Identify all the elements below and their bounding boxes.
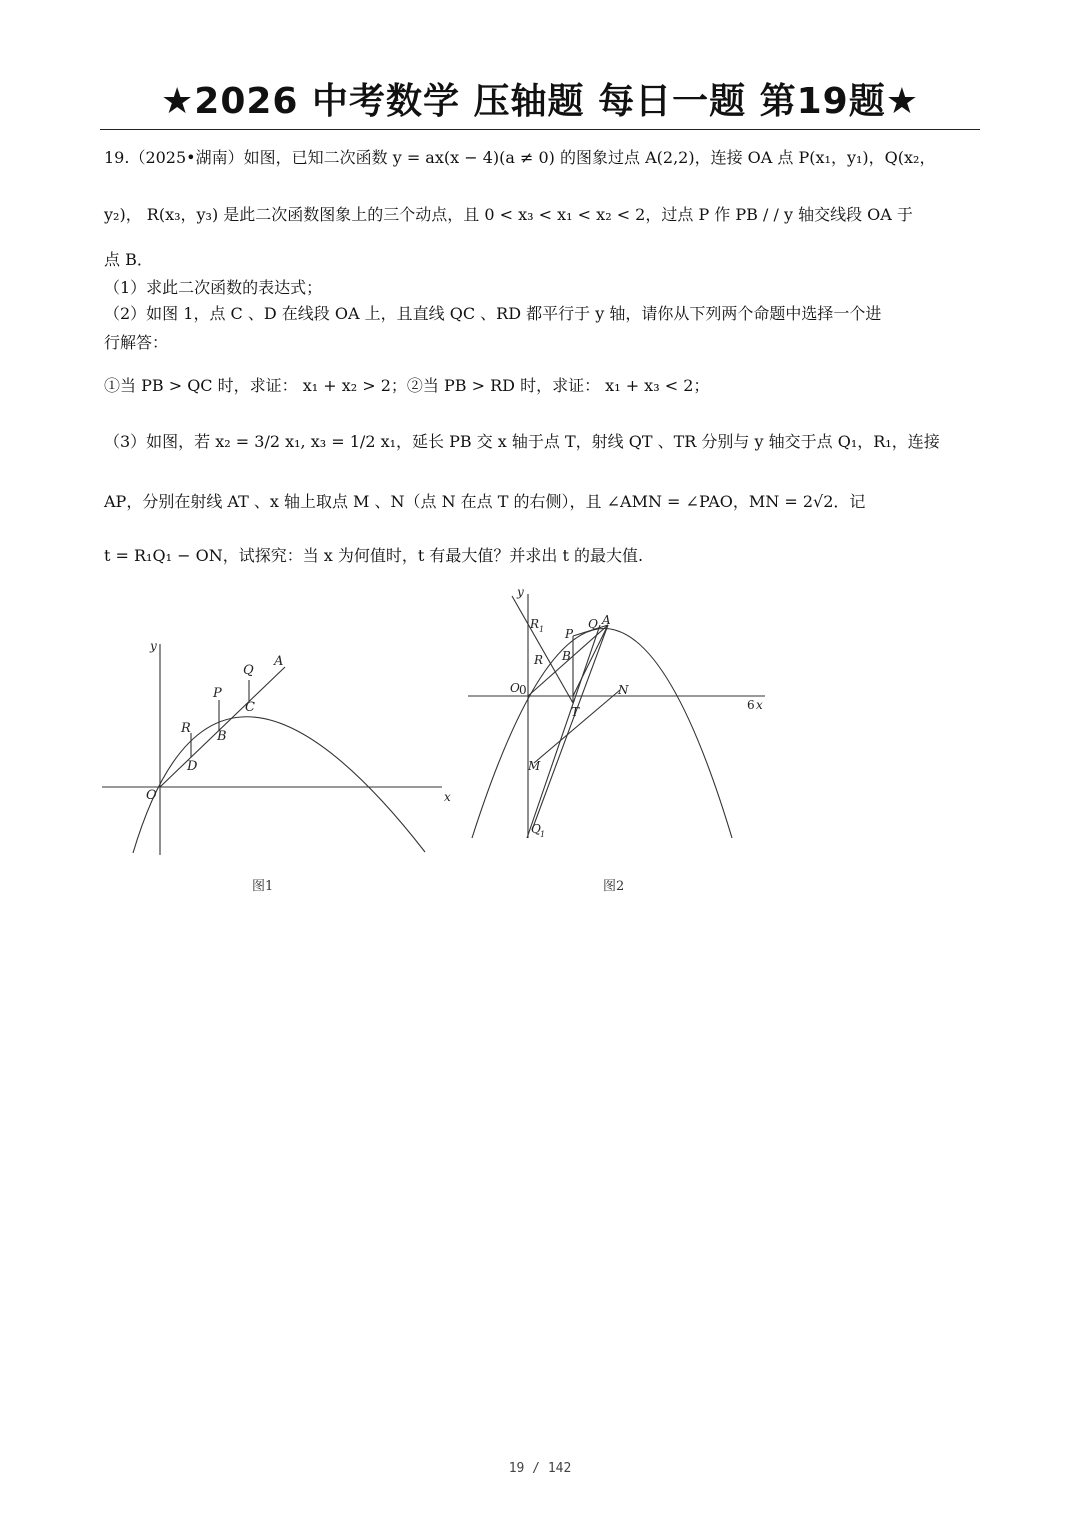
fig1-parabola	[133, 717, 425, 853]
fig1-label-Q: Q	[243, 663, 254, 678]
fig2-label-P: P	[565, 627, 574, 641]
fig1-label-A: A	[274, 654, 284, 669]
page-title: ★2026 中考数学 压轴题 每日一题 第19题★	[161, 81, 919, 122]
fig2-label-y: y	[517, 585, 524, 599]
fig2-label-R: R	[534, 653, 544, 667]
figure-1	[90, 630, 460, 870]
fig2-label-zero: 0	[519, 683, 527, 697]
problem-line-10: t = R₁Q₁ − ON，试探究：当 x 为何值时，t 有最大值？并求出 t 的最大值.	[104, 546, 644, 565]
fig2-label-B: B	[562, 649, 571, 663]
fig1-label-D: D	[187, 759, 198, 774]
fig2-label-Q: Q	[588, 617, 598, 631]
fig1-label-B: B	[217, 729, 227, 744]
fig2-label-T: T	[571, 705, 580, 719]
problem-line-9: AP，分别在射线 AT 、x 轴上取点 M 、N（点 N 在点 T 的右侧），且 ∠AMN = ∠PAO，MN = 2√2．记	[104, 492, 866, 511]
fig2-parabola	[472, 629, 732, 839]
fig2-label-A: A	[602, 613, 611, 627]
problem-line-8: （3）如图，若 x₂ = 3/2 x₁, x₃ = 1/2 x₁，延长 PB 交 x 轴于点 T，射线 QT 、TR 分别与 y 轴交于点 Q₁，R₁，连接	[104, 432, 940, 451]
page-number: 19 / 142	[508, 1461, 572, 1476]
fig2-label-x: x	[756, 698, 763, 712]
problem-line-1: 19.（2025•湖南）如图，已知二次函数 y = ax(x − 4)(a ≠ 0) 的图象过点 A(2,2)，连接 OA 点 P(x₁，y₁)，Q(x₂，	[104, 148, 936, 167]
figure-2	[460, 580, 780, 845]
fig1-label-R: R	[181, 721, 191, 736]
fig2-label-R1: R	[530, 617, 540, 631]
figure-1-caption: 图1	[252, 879, 274, 894]
fig2-label-Q1-sub: 1	[540, 830, 546, 839]
fig1-label-O: O	[146, 788, 157, 803]
fig1-segment-OA	[160, 667, 285, 787]
problem-line-5: （2）如图 1，点 C 、D 在线段 OA 上，且直线 QC 、RD 都平行于 y 轴，请你从下列两个命题中选择一个进	[104, 304, 882, 323]
problem-line-2: y₂)， R(x₃，y₃) 是此二次函数图象上的三个动点，且 0 < x₃ < x₁ < x₂ < 2，过点 P 作 PB / / y 轴交线段 OA 于	[104, 205, 913, 224]
fig2-label-six: 6	[747, 698, 755, 712]
fig1-label-P: P	[213, 686, 222, 701]
problem-line-4: （1）求此二次函数的表达式；	[104, 278, 323, 297]
fig2-line-MN	[534, 690, 620, 763]
fig1-label-x: x	[444, 790, 451, 804]
problem-line-7: ①当 PB > QC 时，求证： x₁ + x₂ > 2；②当 PB > RD 时，求证： x₁ + x₃ < 2；	[104, 376, 710, 395]
fig2-label-R1-sub: 1	[539, 625, 545, 634]
fig2-label-Q1: Q	[531, 822, 541, 836]
fig2-label-M: M	[528, 759, 541, 773]
figure-2-caption: 图2	[603, 879, 625, 894]
fig2-label-O: O	[510, 681, 520, 695]
fig2-line-AT	[573, 625, 608, 696]
fig1-label-C: C	[245, 700, 255, 715]
fig2-label-N: N	[618, 683, 629, 697]
problem-line-6: 行解答：	[104, 333, 169, 352]
fig1-label-y: y	[150, 639, 157, 653]
title-divider	[100, 129, 980, 130]
problem-line-3: 点 B．	[104, 250, 153, 269]
